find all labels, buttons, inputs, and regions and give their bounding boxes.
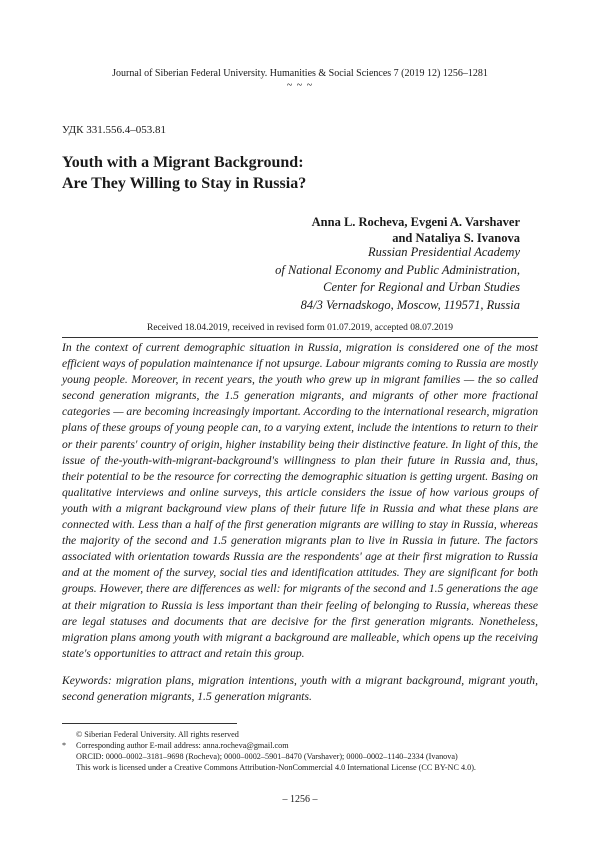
authors-line-1: Anna L. Rocheva, Evgeni A. Varshaver: [311, 215, 520, 229]
page-number: – 1256 –: [282, 794, 318, 805]
affiliation-line-3: Center for Regional and Urban Studies: [323, 280, 520, 294]
title-line-2: Are They Willing to Stay in Russia?: [62, 175, 307, 192]
received-dates: Received 18.04.2019, received in revised form 01.07.2019, accepted 08.07.2019: [146, 323, 454, 333]
affiliation-line-1: Russian Presidential Academy: [367, 245, 520, 259]
authors-line-2: and Nataliya S. Ivanova: [392, 231, 520, 245]
header-separator: ~ ~ ~: [286, 80, 314, 91]
footnote-copyright: [62, 729, 538, 740]
journal-header: Journal of Siberian Federal University. Humanities & Social Sciences 7 (2019 12) 1256–1281: [112, 68, 488, 79]
title-line-1: Youth with a Migrant Background:: [62, 154, 304, 171]
footnote-rule: [62, 723, 237, 724]
license-text: This work is licensed under a Creative Commons Attribution-NonCommercial 4.0 International License (CC BY-NC 4.0).: [76, 763, 476, 773]
copyright-text: © Siberian Federal University. All rights reserved: [76, 730, 239, 739]
affiliation-line-2: of National Economy and Public Administration,: [275, 262, 520, 277]
article-title: [62, 152, 306, 194]
abstract: In the context of current demographic situation in Russia, migration is considered one of the most efficient ways of population maintenance if not upsurge. Labour migrants coming to Russia are mostly young people. Moreover, in recent years, the youth who grew up in migrant families — the so called second generation migrants, the 1.5 generation migrants, and migrants of other more fractional categories — are becoming increasingly important. According to the international research, migration plans of these groups of young people can, to a varying extent, include the intentions to return to their or their parents' country of origin, higher instability being their distinctive feature. In light of this, the issue of the-youth-with-migrant-background's willingness to plan their future in Russia and, thus, their potential to be the resource for correcting the demographic situation is getting urgent. Basing on qualitative interviews and online surveys, this article considers the issue of how various groups of youth with a migrant background view plans of their future life in Russia and what these plans are connected with. Less than a half of the first generation migrants are willing to stay in Russia, whereas the majority of the second and 1.5 generation migrants plan to live in Russia in future. The factors associated with orientation towards Russia are the respondents' age at their first migration to Russia and at the moment of the survey, social ties and identification attitudes. They are significant for both groups. However, there are differences as well: for migrants of the second and 1.5 generations the age at their migration to Russia is less important than their feeling of belonging to Russia, whereas these are legal statuses and documents that are decisive for the first generation migrants. Nonetheless, migration plans among youth with migrant a background are malleable, which opens up the receiving state's opportunities to attract and retain this group.: [62, 341, 538, 660]
keywords: Keywords: migration plans, migration intentions, youth with a migrant background, migrant youth, second generation migrants, 1.5 generation migrants.: [62, 674, 538, 704]
abstract-top-rule: [62, 337, 538, 338]
footnote-license: [62, 762, 538, 773]
footnotes: [62, 729, 538, 773]
footnote-orcid: [62, 751, 538, 762]
affiliation-line-4: 84/3 Vernadskogo, Moscow, 119571, Russia: [300, 297, 520, 312]
footnote-corresponding: [62, 740, 538, 751]
authors: [312, 214, 520, 246]
asterisk-mark: *: [62, 741, 67, 751]
corresponding-text: Corresponding author E-mail address: anna.rocheva@gmail.com: [76, 741, 289, 751]
orcid-text: ORCID: 0000–0002–3181–9698 (Rocheva); 0000–0002–5901–8470 (Varshaver); 0000–0002–1140–2334 (Ivanova): [76, 752, 458, 762]
udk-code: УДК 331.556.4–053.81: [62, 124, 167, 136]
affiliation: [275, 244, 520, 314]
